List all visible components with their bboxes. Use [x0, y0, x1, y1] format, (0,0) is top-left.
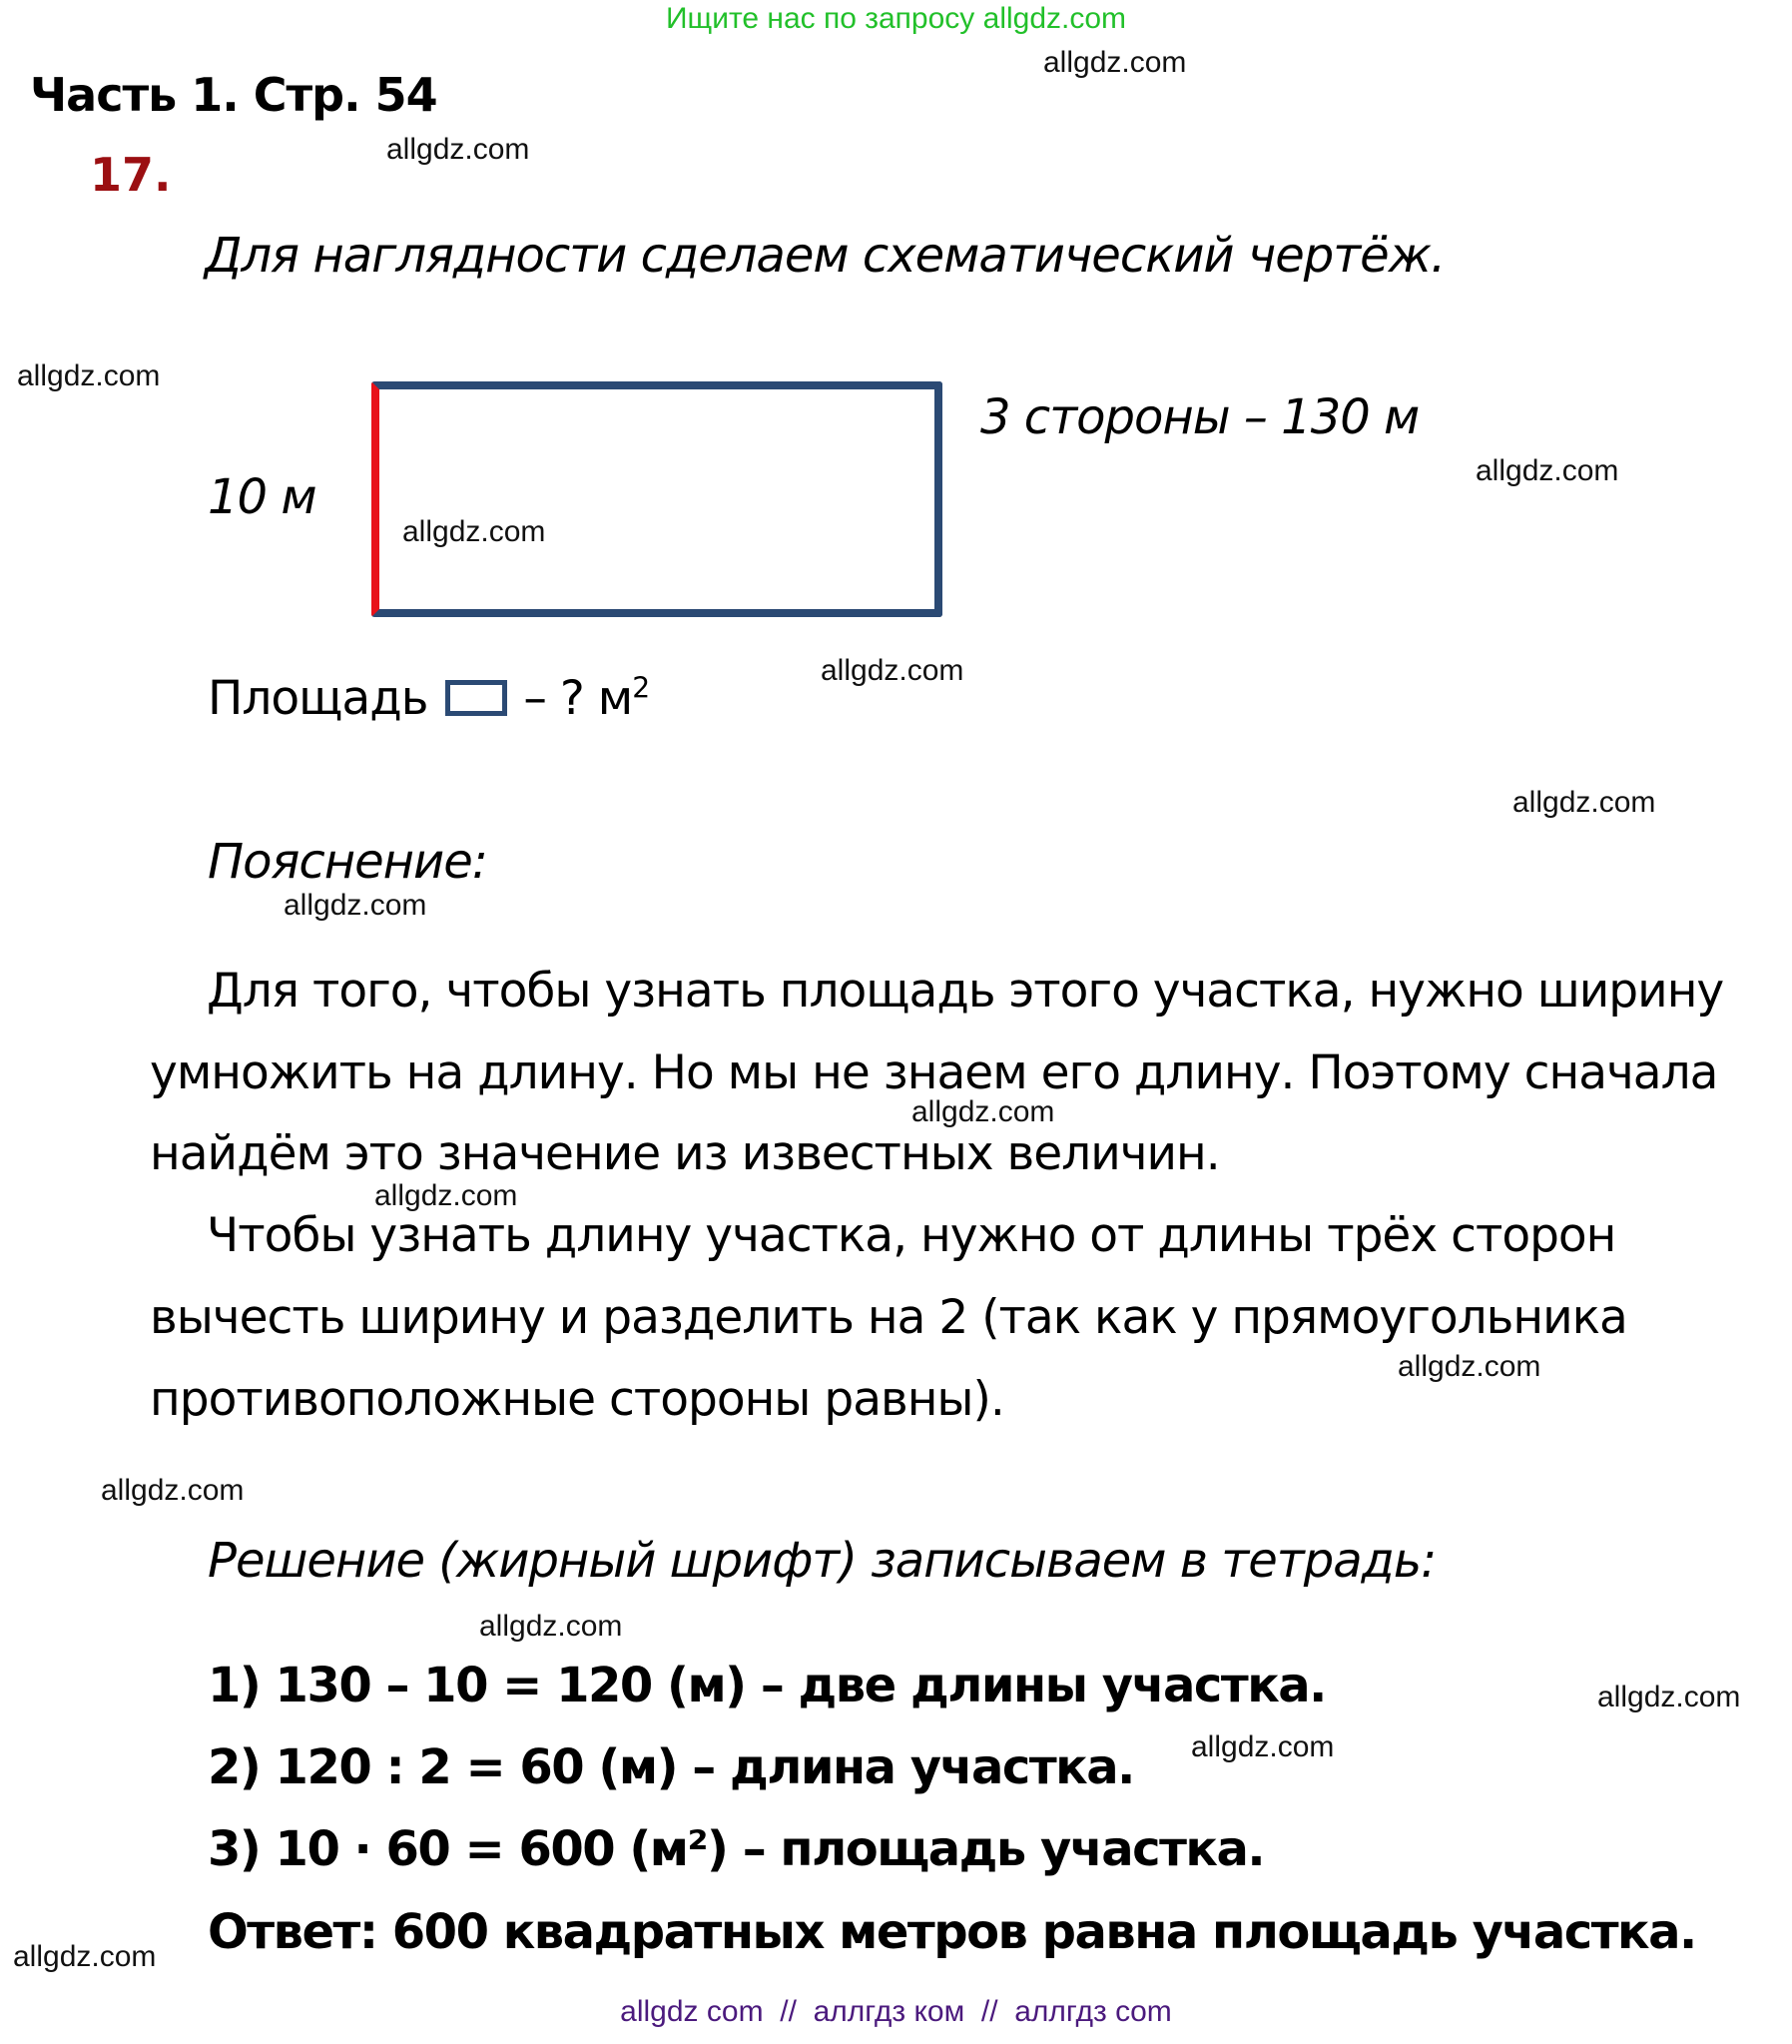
area-label-suffix: – ? м	[523, 671, 633, 726]
explanation-line: вычесть ширину и разделить на 2 (так как у прямоугольника	[150, 1290, 1627, 1345]
solution-step: 3) 10 · 60 = 600 (м²) – площадь участка.	[208, 1821, 1265, 1877]
area-exponent: 2	[632, 671, 650, 705]
explanation-heading: Пояснение:	[208, 834, 487, 890]
width-label: 10 м	[208, 469, 316, 525]
watermark: allgdz.com	[17, 359, 161, 392]
watermark: allgdz.com	[1476, 454, 1619, 487]
search-banner: Ищите нас по запросу allgdz.com	[665, 2, 1127, 35]
watermark: allgdz.com	[1191, 1730, 1335, 1763]
watermark: allgdz.com	[374, 1179, 518, 1212]
watermark: allgdz.com	[1597, 1681, 1741, 1713]
watermark: allgdz.com	[911, 1095, 1055, 1128]
watermark: allgdz.com	[284, 889, 427, 922]
watermark: allgdz.com	[1043, 46, 1187, 79]
explanation-line: противоположные стороны равны).	[150, 1372, 1004, 1427]
explanation-line: найдём это значение из известных величин.	[150, 1126, 1220, 1181]
solution-step: 1) 130 – 10 = 120 (м) – две длины участка.	[208, 1658, 1326, 1713]
explanation-line: Для того, чтобы узнать площадь этого участка, нужно ширину	[207, 964, 1724, 1019]
watermark: allgdz.com	[1512, 786, 1656, 819]
watermark: allgdz.com	[479, 1610, 623, 1643]
drawing-note: Для наглядности сделаем схематический чертёж.	[205, 228, 1446, 284]
watermark: allgdz.com	[402, 515, 546, 548]
footer-links: allgdz com // аллгдз ком // аллгдз com	[620, 1995, 1172, 2028]
solution-step: 2) 120 : 2 = 60 (м) – длина участка.	[208, 1739, 1134, 1795]
answer-line: Ответ: 600 квадратных метров равна площадь участка.	[208, 1904, 1696, 1960]
task-number: 17.	[90, 148, 172, 202]
watermark: allgdz.com	[101, 1474, 245, 1507]
explanation-line: Чтобы узнать длину участка, нужно от длины трёх сторон	[207, 1208, 1616, 1263]
area-label-prefix: Площадь	[208, 671, 428, 726]
solution-heading: Решение (жирный шрифт) записываем в тетрадь:	[208, 1533, 1437, 1589]
watermark: allgdz.com	[1398, 1350, 1541, 1383]
watermark: allgdz.com	[821, 654, 964, 687]
plot-rectangle-diagram	[371, 381, 942, 617]
watermark: allgdz.com	[386, 133, 530, 166]
page-title: Часть 1. Стр. 54	[30, 68, 437, 122]
three-sides-label: 3 стороны – 130 м	[980, 389, 1420, 445]
watermark: allgdz.com	[13, 1940, 157, 1973]
area-question	[208, 671, 649, 726]
explanation-line: умножить на длину. Но мы не знаем его длину. Поэтому сначала	[150, 1045, 1718, 1100]
rectangle-icon	[445, 680, 507, 716]
